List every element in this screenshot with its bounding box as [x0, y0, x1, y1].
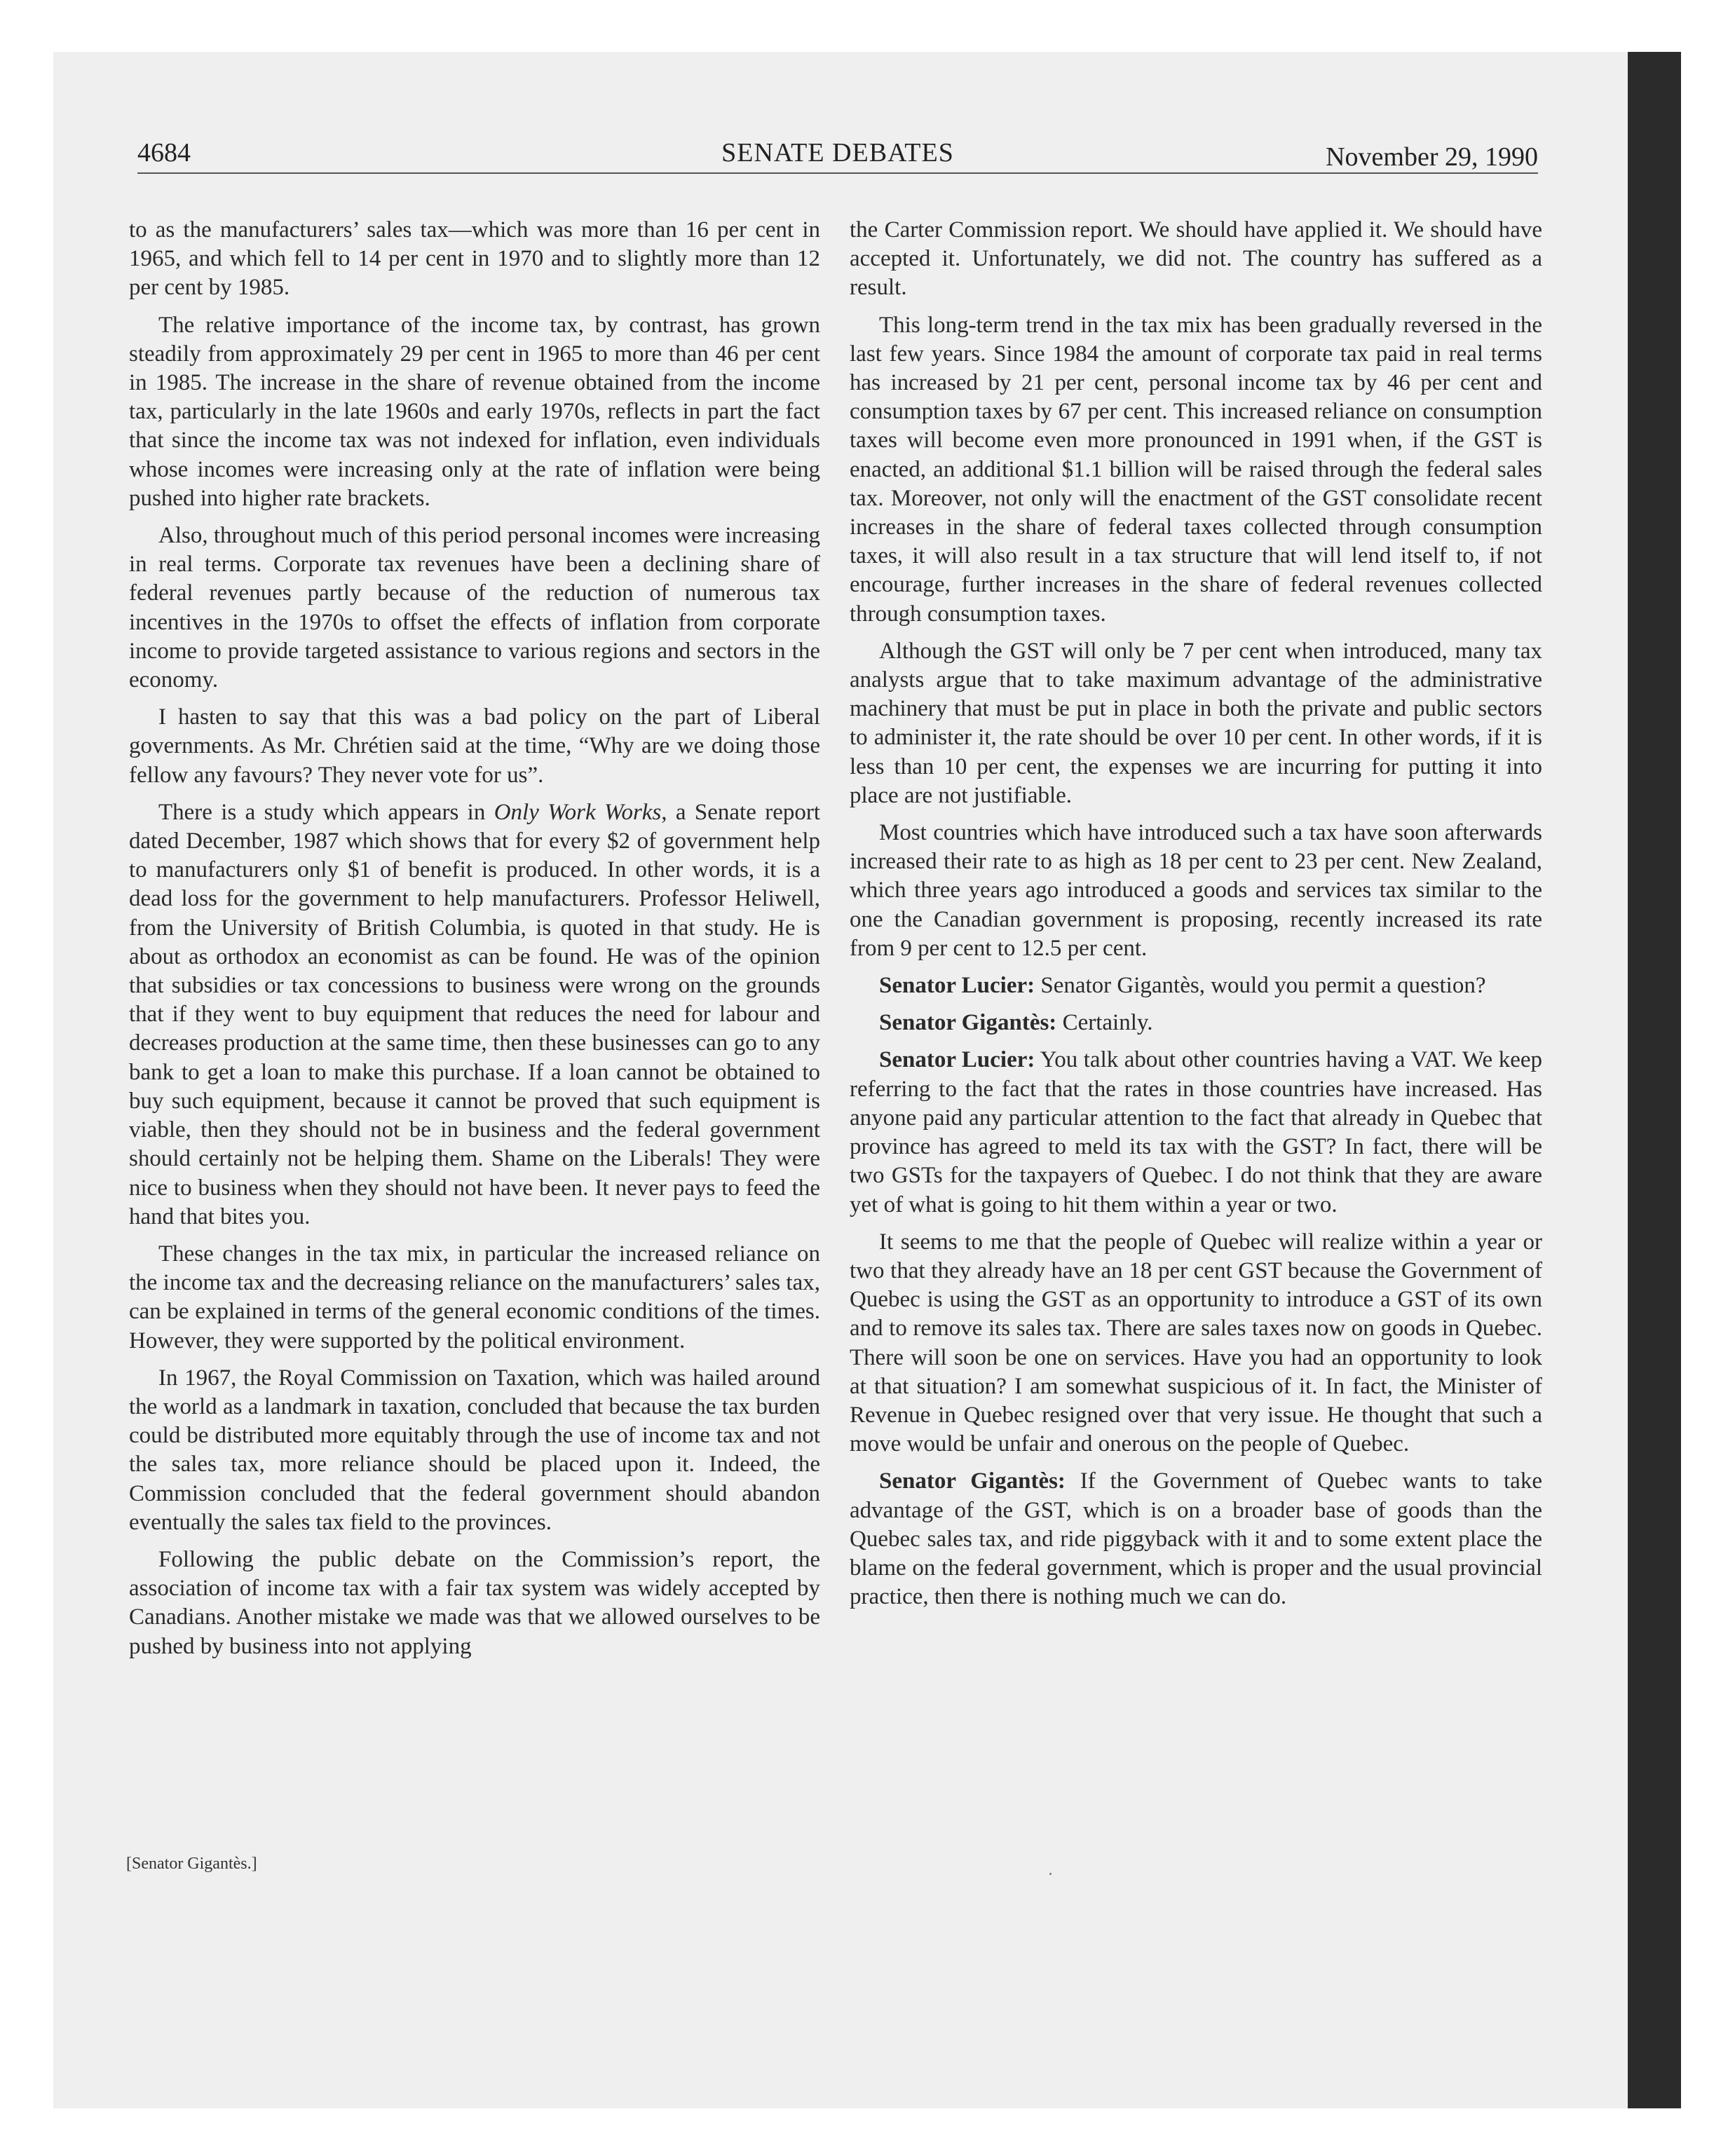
speaker-footnote: [Senator Gigantès.] — [126, 1855, 257, 1873]
paragraph: I hasten to say that this was a bad policy on the part of Liberal governments. As Mr. Chrétien said at the time, “Why are we doing those fellow any favours? They never vote for us”. — [129, 704, 820, 788]
speech-text: If the Government of Quebec wants to take advantage of the GST, which is on a broader base of goods than the Quebec sales tax, and ride piggyback with it and to some extent place the blame on the federal government, which is proper and the usual provincial practice, then there is nothing much we can do. — [850, 1468, 1542, 1610]
paragraph-text: , a Senate report dated December, 1987 which shows that for every $2 of government help to manufacturers only $1 of benefit is produced. In other words, it is a dead loss for the government to help manufacturers. Professor Heliwell, from the University of British Columbia, is quoted in that study. He is about as orthodox an economist as can be found. He was of the opinion that subsidies or tax concessions to business were wrong on the grounds that if they went to buy equipment that reduces the need for labour and decreases production at the same time, then these businesses can go to any bank to get a loan to make this purchase. If a loan cannot be obtained to buy such equipment, because it cannot be proved that such equipment is viable, then they should not be in business and the federal government should certainly not be helping them. Shame on the Liberals! They were nice to business when they should not have been. It never pays to feed the hand that bites you. — [129, 799, 821, 1229]
speaker-name: Senator Lucier: — [879, 1047, 1035, 1073]
publication-date: November 29, 1990 — [1326, 142, 1538, 172]
scan-edge-strip — [1628, 52, 1681, 2108]
paragraph: Although the GST will only be 7 per cent when introduced, many tax analysts argue that to take maximum advantage of the administrative machinery that must be put in place in both the private and public sectors to administer it, the rate should be over 10 per cent. In other words, if it is less than 10 per cent, the expenses we are incurring for putting it into place are not justifiable. — [850, 638, 1542, 808]
speech-text: Senator Gigantès, would you permit a question? — [1035, 973, 1486, 999]
paragraph-text: There is a study which appears in — [158, 799, 494, 825]
paragraph: It seems to me that the people of Quebec will realize within a year or two that they already have an 18 per cent GST because the Government of Quebec is using the GST as an opportunity to introduce a GST of its own and to remove its sales tax. There are sales taxes now on goods in Quebec. There will soon be one on services. Have you had an opportunity to look at that situation? I am somewhat suspicious of it. In fact, the Minister of Revenue in Quebec resigned over that very issue. He thought that such a move would be unfair and onerous on the people of Quebec. — [850, 1229, 1542, 1457]
paragraph: The relative importance of the income tax, by contrast, has grown steadily from approximately 29 per cent in 1965 to more than 46 per cent in 1985. The increase in the share of revenue obtained from the income tax, particularly in the late 1960s and early 1970s, reflects in part the fact that since the income tax was not indexed for inflation, even individuals whose incomes were increasing only at the rate of inflation were being pushed into higher rate brackets. — [129, 312, 820, 511]
speech-paragraph — [850, 1467, 1542, 1611]
paragraph: Following the public debate on the Commission’s report, the association of income tax with a fair tax system was widely accepted by Canadians. Another mistake we made was that we allowed ourselves to be pushed by business into not applying — [129, 1546, 820, 1659]
paragraph: This long-term trend in the tax mix has been gradually reversed in the last few years. Since 1984 the amount of corporate tax paid in real terms has increased by 21 per cent, personal income tax by 46 per cent and consumption taxes by 67 per cent. This increased reliance on consumption taxes will become even more pronounced in 1991 when, if the GST is enacted, an additional $1.1 billion will be raised through the federal sales tax. Moreover, not only will the enactment of the GST consolidate recent increases in the share of federal taxes collected through consumption taxes, it will also result in a tax structure that will lend itself to, if not encourage, further increases in the share of federal revenues collected through consumption taxes. — [850, 312, 1542, 627]
speaker-name: Senator Gigantès: — [879, 1468, 1066, 1494]
publication-title: SENATE DEBATES — [721, 138, 954, 168]
speaker-name: Senator Lucier: — [879, 973, 1035, 999]
page-number: 4684 — [137, 138, 191, 168]
right-column — [850, 216, 1542, 1620]
report-title: Only Work Works — [494, 799, 662, 825]
paragraph: to as the manufacturers’ sales tax—which was more than 16 per cent in 1965, and which fell to 14 per cent in 1970 and to slightly more than 12 per cent by 1985. — [129, 217, 820, 301]
speech-paragraph — [850, 971, 1542, 1000]
paragraph: the Carter Commission report. We should have applied it. We should have accepted it. Unfortunately, we did not. The country has suffered as a result. — [850, 217, 1542, 301]
paragraph: Most countries which have introduced such a tax have soon afterwards increased their rate to as high as 18 per cent to 23 per cent. New Zealand, which three years ago introduced a goods and services tax similar to the one the Canadian government is proposing, recently increased its rate from 9 per cent to 12.5 per cent. — [850, 820, 1542, 961]
paragraph — [129, 798, 820, 1231]
paragraph: Also, throughout much of this period personal incomes were increasing in real terms. Corporate tax revenues have been a declining share of federal revenues partly because of the reduction of numerous tax incentives in the 1970s to offset the effects of inflation from corporate income to provide targeted assistance to various regions and sectors in the economy. — [129, 523, 820, 693]
left-column — [129, 216, 820, 1670]
speech-paragraph — [850, 1046, 1542, 1219]
scan-speck — [1049, 1873, 1052, 1875]
speech-text: You talk about other countries having a VAT. We keep referring to the fact that the rates in those countries have increased. Has anyone paid any particular attention to the fact that already in Quebec that province has agreed to meld its tax with the GST? In fact, there will be two GSTs for the taxpayers of Quebec. I do not think that they are aware yet of what is going to hit them within a year or two. — [850, 1047, 1542, 1217]
speech-paragraph — [850, 1009, 1542, 1037]
paragraph: These changes in the tax mix, in particular the increased reliance on the income tax and the decreasing reliance on the manufacturers’ sales tax, can be explained in terms of the general economic conditions of the times. However, they were supported by the political environment. — [129, 1241, 820, 1353]
running-header — [137, 137, 1538, 174]
paragraph: In 1967, the Royal Commission on Taxation, which was hailed around the world as a landmark in taxation, concluded that because the tax burden could be distributed more equitably through the use of income tax and not the sales tax, more reliance should be placed upon it. Indeed, the Commission concluded that the federal government should abandon eventually the sales tax field to the provinces. — [129, 1365, 820, 1535]
speaker-name: Senator Gigantès: — [879, 1010, 1057, 1036]
speech-text: Certainly. — [1056, 1010, 1153, 1036]
